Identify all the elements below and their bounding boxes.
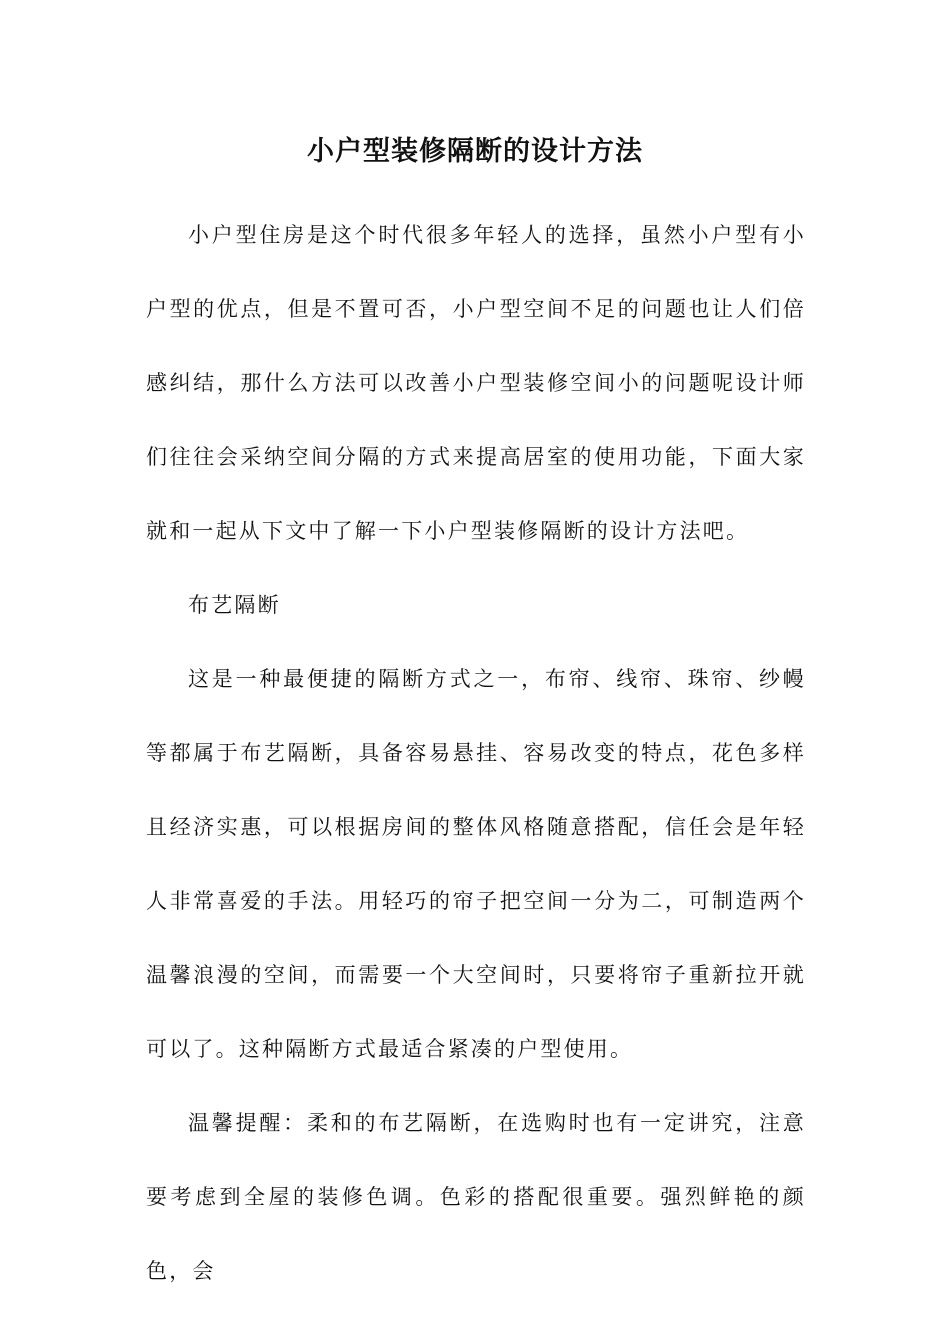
section-paragraph: 这是一种最便捷的隔断方式之一，布帘、线帘、珠帘、纱幔等都属于布艺隔断，具备容易悬挂、容易改变的特点，花色多样且经济实惠，可以根据房间的整体风格随意搭配，信任会是年轻人非常喜爱的手法。用轻巧的帘子把空间一分为二，可制造两个温馨浪漫的空间，而需要一个大空间时，只要将帘子重新拉开就可以了。这种隔断方式最适合紧凑的户型使用。 xyxy=(146,667,806,1061)
document-body xyxy=(146,198,806,1308)
section-heading: 布艺隔断 xyxy=(188,593,281,617)
document-title: 小户型装修隔断的设计方法 xyxy=(307,136,643,167)
intro-paragraph: 小户型住房是这个时代很多年轻人的选择，虽然小户型有小户型的优点，但是不置可否，小户型空间不足的问题也让人们倍感纠结，那什么方法可以改善小户型装修空间小的问题呢设计师们往往会采纳空间分隔的方式来提高居室的使用功能，下面大家就和一起从下文中了解一下小户型装修隔断的设计方法吧。 xyxy=(146,223,806,543)
tip-paragraph: 温馨提醒：柔和的布艺隔断，在选购时也有一定讲究，注意要考虑到全屋的装修色调。色彩的搭配很重要。强烈鲜艳的颜色，会 xyxy=(146,1111,806,1283)
